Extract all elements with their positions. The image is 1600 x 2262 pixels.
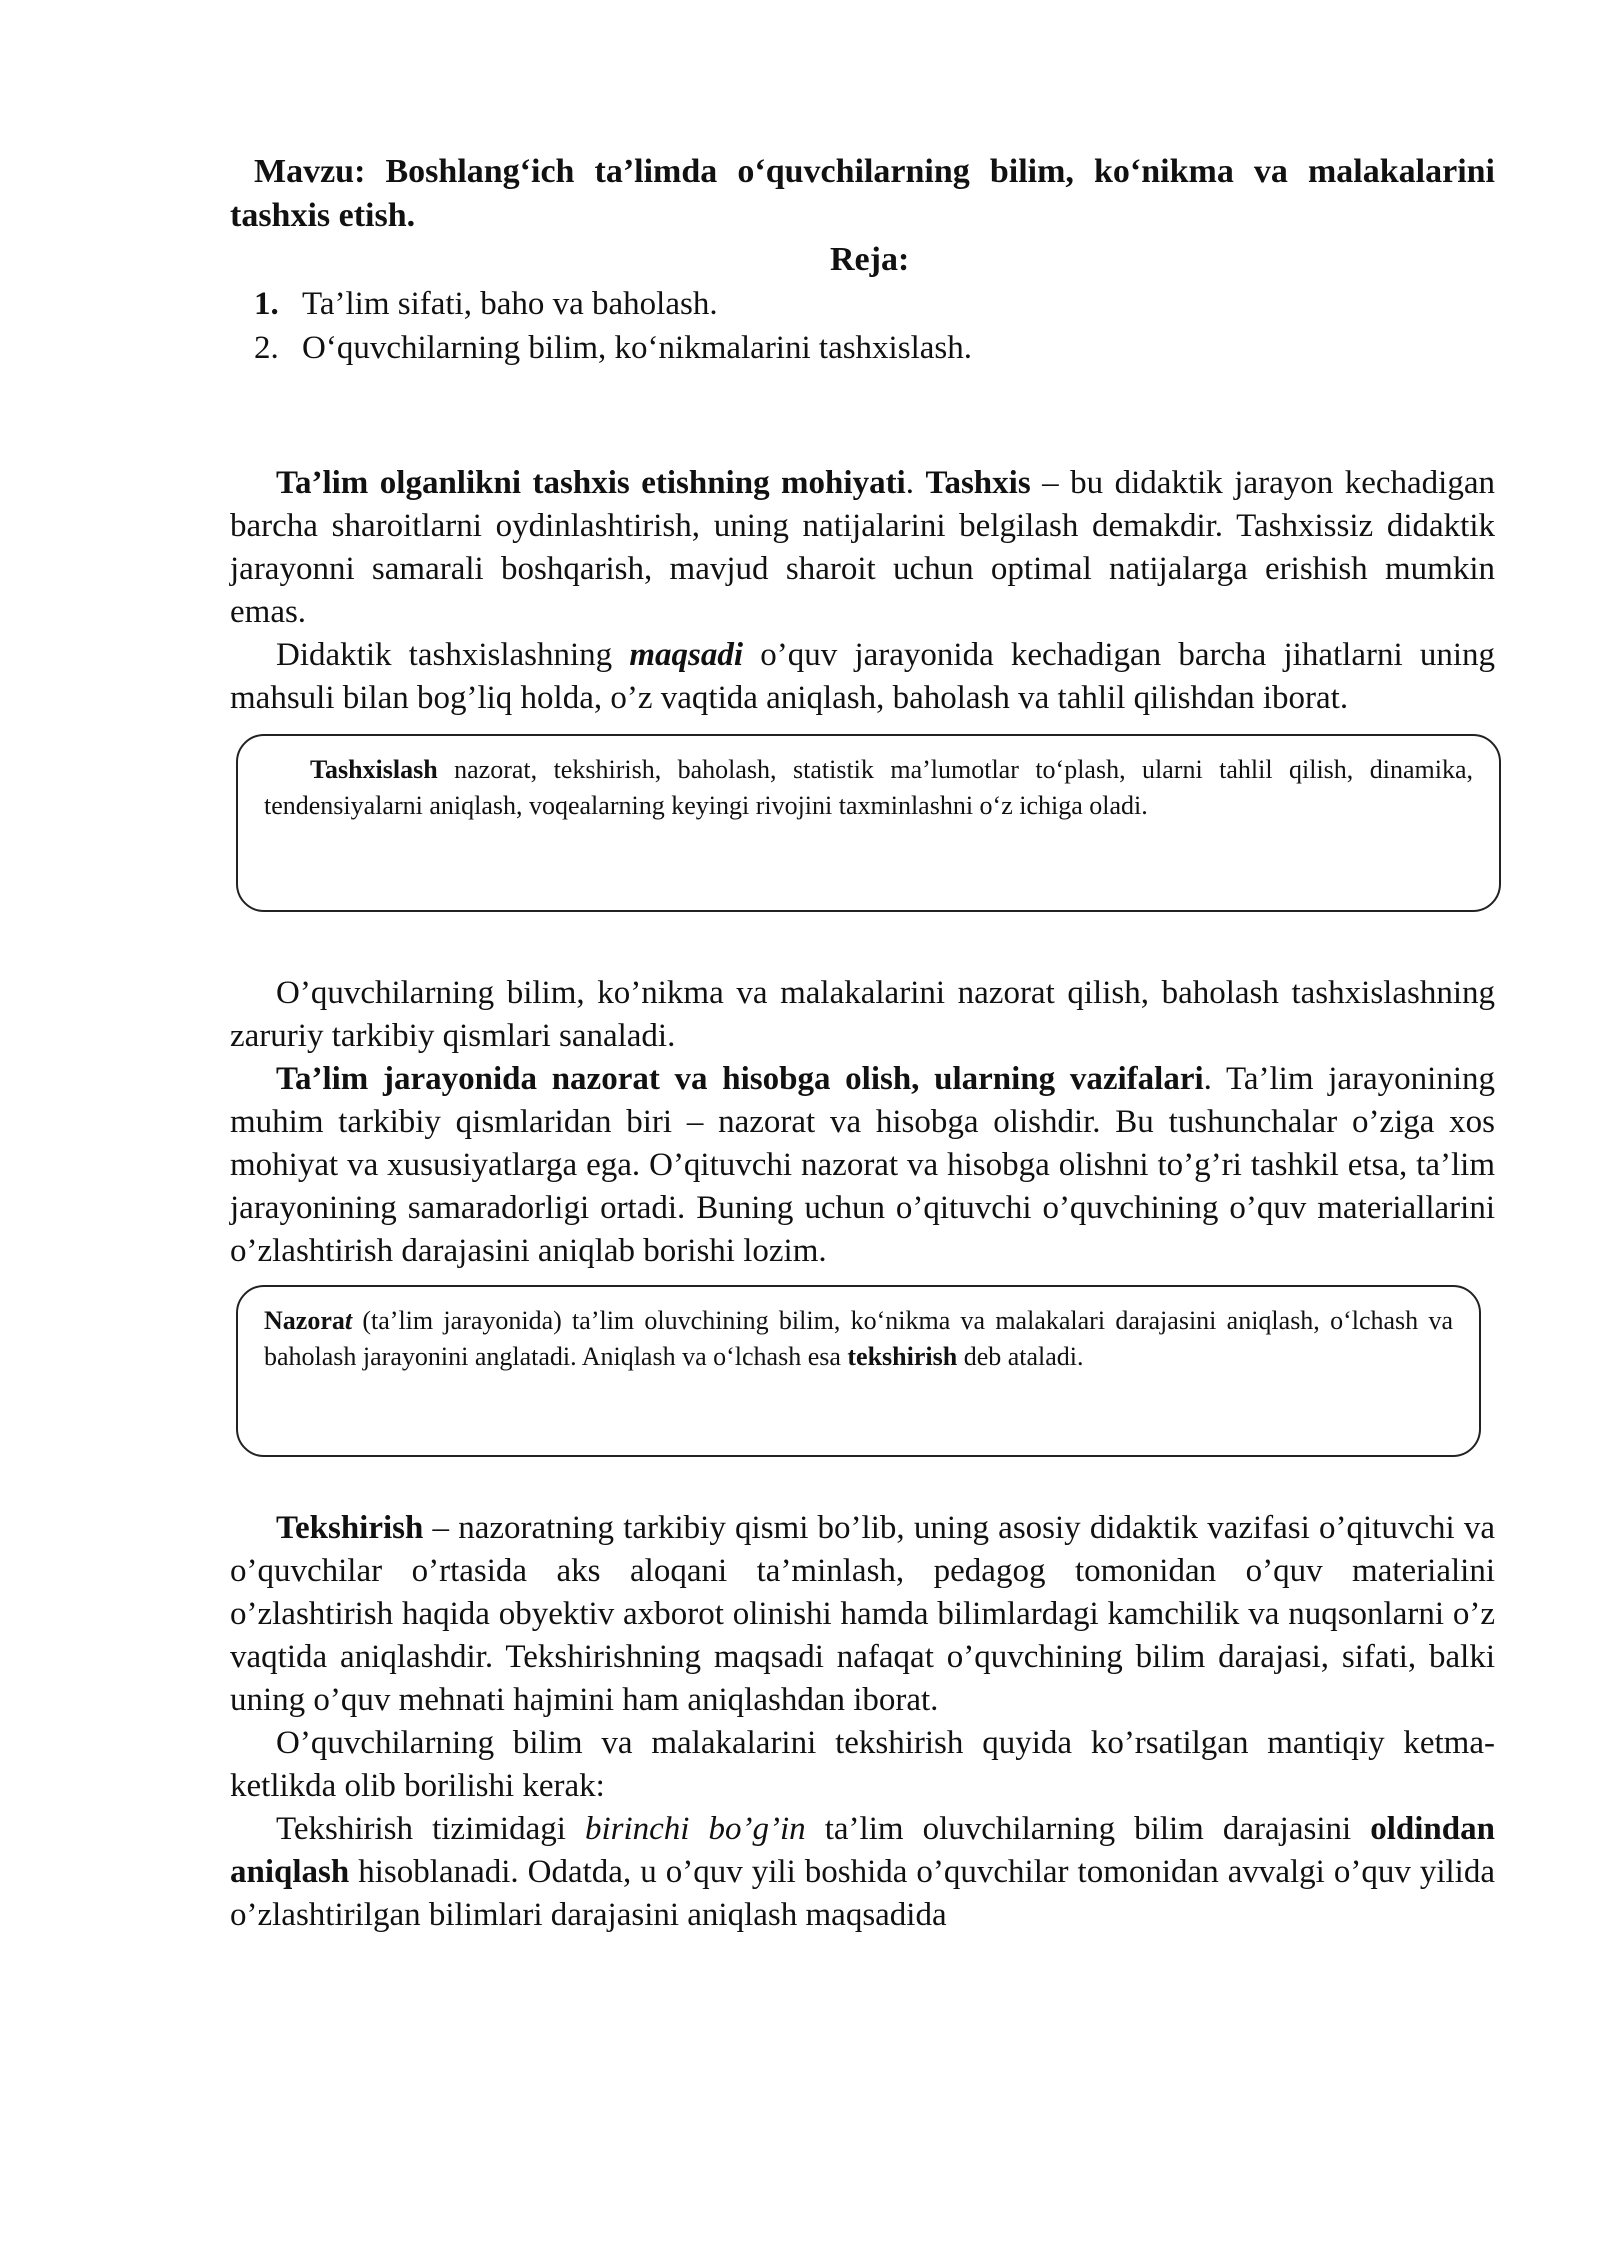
box-term-tekshirish: tekshirish — [847, 1342, 958, 1371]
paragraph-tekshirish: Tekshirish – nazoratning tarkibiy qismi bo’lib, uning asosiy didaktik vazifasi o’qituvchi va o’quvchilar o’rtasida aks aloqani ta’minlash, pedagog tomonidan o’quv materialini o’zlashtirish haqida obyektiv axborot olinishi hamda bilimlardagi kamchilik va nuqsonlarni o’z vaqtida aniqlashdir. Tekshirishning maqsadi nafaqat o’quvchining bilim darajasi, sifati, balki uning o’quv mehnati hajmini ham aniqlashdan iborat. — [230, 1510, 1495, 1718]
term-heading: Ta’lim olganlikni tashxis etishning mohiyati — [276, 465, 906, 501]
plan-item — [254, 282, 1495, 326]
plan-list — [230, 282, 1495, 370]
term-birinchi-bogin: birinchi bo’g’in — [584, 1811, 806, 1847]
term-maqsadi: maqsadi — [629, 637, 744, 673]
term-oldindan-aniqlash: oldindan aniqlash — [230, 1811, 1495, 1890]
document-title — [230, 150, 1495, 238]
document-page — [230, 150, 1495, 1937]
definition-box-tashxislash: Tashxislash nazorat, tekshirish, baholash, statistik ma’lumotlar to‘plash, ularni tahlil qilish, dinamika, tendensiyalarni aniqlash, voqealarning keyingi rivojini taxminlashni o‘z ichiga oladi. — [236, 734, 1501, 912]
definition-box-nazorat: Nazorat (ta’lim jarayonida) ta’lim oluvchining bilim, ko‘nikma va malakalari darajasini aniqlash, o‘lchash va baholash jarayonini anglatadi. Aniqlash va o‘lchash esa tekshirish deb ataladi. — [236, 1285, 1481, 1457]
paragraph-purpose: Didaktik tashxislashning maqsadi o’quv jarayonida kechadigan barcha jihatlarni uning mahsuli bilan bog’liq holda, o’z vaqtida aniqlash, baholash va tahlil qilishdan iborat. — [230, 637, 1495, 716]
term-heading: Ta’lim jarayonida nazorat va hisobga olish, ularning vazifalari — [276, 1061, 1204, 1097]
plan-item-number: 1. — [254, 286, 279, 322]
paragraph-control: Ta’lim jarayonida nazorat va hisobga olish, ularning vazifalari. Ta’lim jarayonining muhim tarkibiy qismlaridan biri – nazorat va hisobga olishdir. Bu tushunchalar o’ziga xos mohiyat va xususiyatlarga ega. O’qituvchi nazorat va hisobga olishni to’g’ri tashkil etsa, ta’lim jarayonining samaradorligi ortadi. Buning uchun o’qituvchi o’quvchining o’quv materiallarini o’zlashtirish darajasini aniqlab borishi lozim. — [230, 1061, 1496, 1269]
term-tekshirish: Tekshirish — [276, 1510, 424, 1546]
paragraph-essence: Ta’lim olganlikni tashxis etishning mohiyati. Tashxis – bu didaktik jarayon kechadigan barcha sharoitlarni oydinlashtirish, uning natijalarini belgilash demakdir. Tashxissiz didaktik jarayonni samarali boshqarish, mavjud sharoit uchun optimal natijalarga erishish mumkin emas. — [230, 465, 1495, 630]
paragraph-first-link: Tekshirish tizimidagi birinchi bo’g’in ta’lim oluvchilarning bilim darajasini oldindan aniqlash hisoblanadi. Odatda, u o’quv yili boshida o’quvchilar tomonidan avvalgi o’quv yilida o’zlashtirilgan bilimlari darajasini aniqlash maqsadida — [230, 1811, 1495, 1933]
box-term: Tashxislash — [310, 755, 438, 784]
plan-item-number: 2. — [254, 330, 279, 366]
plan-heading: Reja: — [830, 241, 910, 278]
plan-item-text: Ta’lim sifati, baho va baholash. — [302, 286, 718, 322]
plan-item — [254, 326, 1495, 370]
term-tashxis: Tashxis — [925, 465, 1031, 501]
plan-item-text: O‘quvchilarning bilim, ko‘nikmalarini tashxislash. — [302, 330, 972, 366]
box-term: Nazora — [264, 1306, 345, 1335]
paragraph-sequence: O’quvchilarning bilim va malakalarini tekshirish quyida ko’rsatilgan mantiqiy ketma-ketlikda olib borilishi kerak: — [230, 1725, 1495, 1804]
title-text: Mavzu: Boshlang‘ich ta’limda o‘quvchilarning bilim, ko‘nikma va malakalarini tashxis etish. — [230, 153, 1495, 234]
paragraph-components: O’quvchilarning bilim, ko’nikma va malakalarini nazorat qilish, baholash tashxislashning zaruriy tarkibiy qismlari sanaladi. — [230, 975, 1495, 1054]
